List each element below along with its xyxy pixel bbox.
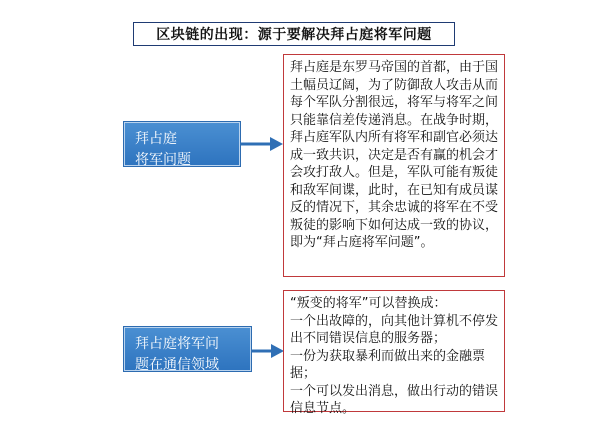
label-line: 将军问题 [135,152,191,168]
label-line: 拜占庭 [135,131,177,147]
mapping-line: “叛变的将军”可以替换成： [290,296,447,311]
mapping-line: 一个出故障的，向其他计算机不停发出不同错误信息的服务器； [290,313,499,346]
byzantine-description-box [283,54,505,277]
label-problem-in-communication [124,327,251,371]
mapping-line: 一个可以发出消息，做出行动的错误信息节点。 [290,383,499,416]
label-line: 题在通信领域 [135,357,219,373]
mapping-line: 一份为获取暴利而做出来的金融票据； [290,348,486,381]
label-byzantine-generals-problem [124,122,240,166]
diagram-title: 区块链的出现：源于要解决拜占庭将军问题 [133,22,455,46]
description-text: 拜占庭是东罗马帝国的首都，由于国土幅员辽阔，为了防御敌人攻击从而每个军队分割很远，将军与将军之间只能靠信差传递消息。在战争时期，拜占庭军队内所有将军和副官必须达成一致共识，决定是否有赢的机会才会攻打敌人。但是，军队可能有叛徒和敌军间谍，此时，在已知有成员谋反的情况下，其余忠诚的将军在不受叛徒的影响下如何达成一致的协议，即为“拜占庭将军问题”。 [290,60,499,250]
arrow-right-icon [240,134,284,154]
arrow-right-icon [251,341,285,361]
label-line: 拜占庭将军问 [135,336,219,352]
communication-mapping-box [283,290,505,416]
